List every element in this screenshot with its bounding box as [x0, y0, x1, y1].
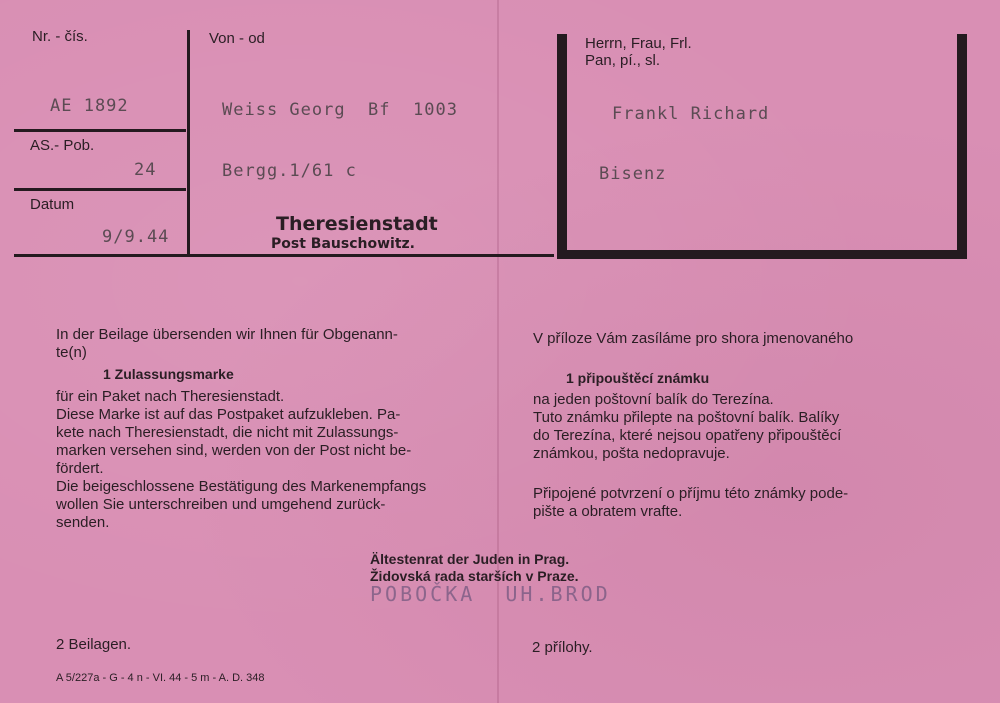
- sender-name: Weiss Georg Bf 1003: [222, 100, 458, 120]
- signature-line-1: Ältestenrat der Juden in Prag.: [370, 551, 570, 567]
- recipient-name: Frankl Richard: [612, 104, 770, 124]
- header-bottom-rule: [14, 254, 554, 257]
- print-code: A 5/227a - G - 4 n - VI. 44 - 5 m - A. D. 348: [56, 672, 265, 684]
- as-value: 24: [134, 160, 157, 180]
- left-box-vertical: [187, 30, 190, 254]
- as-label: AS.- Pob.: [30, 137, 95, 154]
- branch-stamp: POBOČKA UH.BROD: [370, 582, 611, 606]
- left-box-divider-1: [14, 129, 186, 132]
- recipient-box-bottom: [557, 250, 967, 259]
- czech-intro: V příloze Vám zasíláme pro shora jmenovaného: [533, 330, 854, 347]
- german-heading: 1 Zulassungsmarke: [103, 366, 234, 382]
- recipient-box-right: [957, 34, 967, 258]
- sender-address: Bergg.1/61 c: [222, 161, 357, 181]
- place-name: Theresienstadt: [276, 213, 438, 235]
- datum-value: 9/9.44: [102, 227, 170, 247]
- czech-enclosures: 2 přílohy.: [532, 639, 593, 656]
- czech-paragraph-2: Připojené potvrzení o příjmu této známky pode- pište a obratem vrafte.: [533, 485, 849, 520]
- czech-paragraph: na jeden poštovní balík do Terezína. Tuto známku přilepte na poštovní balík. Balíky do Terezína, které nejsou opatřeny připouštěcí známkou, pošta nedopravuje.: [533, 391, 842, 462]
- german-enclosures: 2 Beilagen.: [56, 636, 132, 653]
- nr-label: Nr. - čís.: [32, 28, 88, 45]
- german-intro: In der Beilage übersenden wir Ihnen für Obgenann- te(n): [56, 326, 398, 361]
- signature-line-2: Židovská rada starších v Praze.: [370, 568, 579, 584]
- recipient-label-2: Pan, pí., sl.: [585, 52, 661, 69]
- von-label: Von - od: [209, 30, 265, 47]
- nr-value: AE 1892: [50, 96, 129, 116]
- recipient-box-left: [557, 34, 567, 258]
- czech-heading: 1 připouštěcí známku: [566, 370, 710, 386]
- recipient-label-1: Herrn, Frau, Frl.: [585, 35, 692, 52]
- datum-label: Datum: [30, 196, 75, 213]
- recipient-place: Bisenz: [599, 164, 667, 184]
- german-paragraph: für ein Paket nach Theresienstadt. Diese Marke ist auf das Postpaket aufzukleben. Pa- kete nach Theresienstadt, die nicht mit Zulassungs- marken versehen sind, werden von der Post nicht be- fördert. Die beigeschlossene Bestätigung des Markenempfangs wollen Sie unterschreiben und umgehend zurück- senden.: [56, 388, 427, 531]
- post-office: Post Bauschowitz.: [271, 236, 415, 252]
- left-box-divider-2: [14, 188, 186, 191]
